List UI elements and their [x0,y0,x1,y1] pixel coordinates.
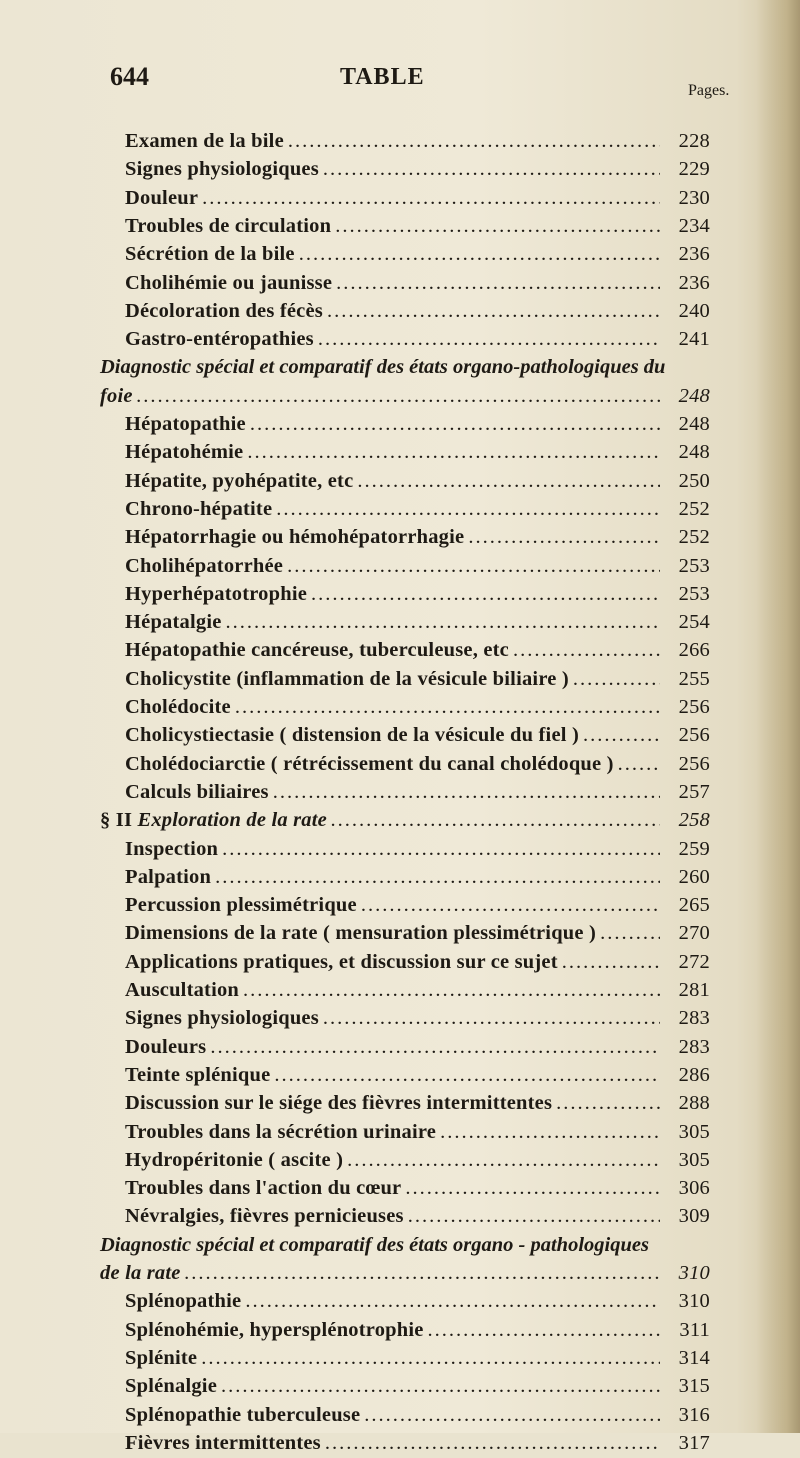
dot-leader [215,866,660,889]
toc-entry-page: 266 [678,639,710,662]
toc-entry [125,130,710,156]
toc-entry [125,413,710,439]
toc-entry-page: 317 [678,1431,710,1454]
toc-entry-title: Calculs biliaires [125,780,269,803]
section-heading: Diagnostic spécial et comparatif des états organo-pathologiques du [100,356,666,379]
toc-entry [125,243,710,269]
toc-entry [125,1432,710,1458]
toc-entry [125,668,710,694]
toc-entry-title: Examen de la bile [125,130,284,152]
dot-leader [361,894,660,917]
toc-entry-title: Teinte splénique [125,1063,271,1086]
toc-entry-page: 272 [678,950,710,973]
toc-entry-page: 315 [678,1375,710,1398]
toc-entry-page: 252 [678,497,710,520]
dot-leader [311,583,660,606]
dot-leader [468,526,660,549]
toc-entry [125,781,710,807]
dot-leader [440,1121,660,1144]
toc-entry [125,1290,710,1316]
toc-entry-title: Décoloration des fécès [125,299,323,322]
toc-entry-page: 305 [678,1120,710,1143]
dot-leader [562,951,660,974]
toc-entry-title: Cholédocite [125,696,231,718]
toc-entry-title: Signes physiologiques [125,158,319,181]
dot-leader [428,1319,660,1342]
toc-entry-page: 265 [678,894,710,917]
toc-entry-title: Troubles dans la sécrétion urinaire [125,1120,437,1143]
toc-entry [125,158,710,184]
toc-entry [125,498,710,524]
toc-entry-page: 283 [678,1035,710,1058]
toc-entry [125,187,710,213]
toc-entry [125,1177,710,1203]
toc-entry [125,1205,710,1231]
toc-entry-page: 228 [678,130,710,152]
toc-entry-title: Inspection [125,837,219,860]
toc-entry-title: Chrono-hépatite [125,497,273,520]
pages-column-label: Pages. [688,82,730,99]
toc-entry-page: 281 [678,979,710,1001]
toc-entry [125,838,710,864]
toc-entry-title: Cholicystite (inflammation de la vésicule biliaire ) [125,667,569,690]
toc-entry-title: Discussion sur le siége des fièvres intermittentes [125,1092,553,1115]
toc-entry-page: 254 [678,611,710,634]
running-title: TABLE [340,64,425,90]
dot-leader [137,385,660,408]
dot-leader [323,158,660,181]
toc-entry-page: 234 [678,214,710,237]
toc-entry-title: Névralgies, fièvres pernicieuses [125,1205,404,1228]
dot-leader [245,1290,660,1313]
toc-entry-page: 260 [678,865,710,888]
dot-leader [221,1375,660,1398]
toc-entry-page: 309 [678,1205,710,1228]
dot-leader [250,413,660,436]
toc-entry [125,526,710,552]
page-edge-shadow [756,0,800,1433]
toc-entry [125,1036,710,1062]
toc-entry [125,979,710,1005]
dot-leader [618,753,660,776]
dot-leader [226,611,660,634]
toc-entry-title: Troubles dans l'action du cœur [125,1177,402,1200]
dot-leader [276,498,660,521]
toc-entry [125,696,710,722]
toc-entry-page: 310 [678,1262,710,1284]
dot-leader [247,441,660,464]
toc-entry [125,470,710,496]
dot-leader [318,328,660,351]
toc-entry [125,1347,710,1373]
dot-leader [222,838,660,861]
toc-entry [125,1149,710,1175]
page-number: 644 [110,62,149,91]
toc-entry-page: 259 [678,837,710,860]
dot-leader [288,130,660,153]
toc-entry-page: 236 [678,243,710,266]
toc-entry-title: Hépatite, pyohépatite, etc [125,469,354,492]
dot-leader [556,1092,660,1115]
toc-entry-title: Applications pratiques, et discussion sur ce sujet [125,950,558,973]
dot-leader [287,555,660,578]
toc-entry-title: Troubles de circulation [125,214,332,237]
dot-leader [583,724,660,747]
toc-entry-page: 236 [678,271,710,294]
toc-entry-title: Cholihémie ou jaunisse [125,271,333,294]
toc-entry-title: Signes physiologiques [125,1007,319,1030]
toc-entry-page: 305 [678,1148,710,1171]
toc-entry-page: 306 [678,1177,710,1200]
toc-entry [125,1319,710,1345]
toc-entry [125,441,710,467]
toc-entry [125,272,710,298]
toc-entry-title: Cholédociarctie ( rétrécissement du canal cholédoque ) [125,752,614,775]
toc-entry-page: 316 [678,1403,710,1426]
toc-entry-page: 288 [678,1092,710,1115]
toc-entry-page: 283 [678,1007,710,1030]
dot-leader [573,668,660,691]
toc-entry-page: 311 [679,1318,710,1341]
toc-entry [100,1262,710,1288]
toc-entry-title: Hépatalgie [125,611,222,634]
dot-leader [331,809,660,832]
toc-entry [125,1375,710,1401]
toc-entry-title: foie [100,384,133,407]
toc-entry-page: 248 [678,441,710,464]
dot-leader [408,1205,660,1228]
toc-entry-title: Splénopathie tuberculeuse [125,1403,361,1426]
toc-entry [125,894,710,920]
toc-entry-title-text: Exploration de la rate [137,809,327,832]
toc-entry-title: Sécrétion de la bile [125,243,295,266]
toc-entry-page: 230 [678,186,710,209]
dot-leader [273,781,660,804]
toc-entry [125,583,710,609]
toc-entry-title: Cholihépatorrhée [125,554,284,577]
toc-entry [125,300,710,326]
toc-entry [125,1092,710,1118]
toc-entry-page: 286 [678,1063,710,1086]
toc-entry-title: Hépatopathie cancéreuse, tuberculeuse, etc [125,639,509,662]
toc-entry-page: 314 [678,1346,710,1369]
toc-entry-title: Fièvres intermittentes [125,1431,321,1454]
toc-entry-page: 241 [678,328,710,351]
toc-entry-title: Palpation [125,865,212,888]
toc-entry-title: Splénite [125,1346,198,1369]
dot-leader [202,187,660,210]
toc-entry [125,1121,710,1147]
dot-leader [274,1064,660,1087]
dot-leader [364,1404,660,1427]
dot-leader [210,1036,660,1059]
toc-entry-page: 255 [678,667,710,690]
dot-leader [347,1149,660,1172]
toc-entry-page: 253 [678,582,710,605]
toc-entry-page: 240 [678,299,710,322]
toc-entry [125,922,710,948]
toc-entry-title: Hépatohémie [125,441,244,464]
toc-entry [125,215,710,241]
toc-entry [125,555,710,581]
dot-leader [325,1432,660,1455]
dot-leader [336,272,660,295]
dot-leader [235,696,660,719]
toc-entry-page: 270 [678,922,710,945]
toc-entry-page: 256 [678,752,710,775]
dot-leader [513,639,660,662]
toc-entry [125,639,710,665]
toc-entry [100,385,710,411]
toc-entry-title: Hépatorrhagie ou hémohépatorrhagie [125,526,465,549]
toc-entry [125,1404,710,1430]
dot-leader [185,1262,660,1285]
toc-entry-title: Splénopathie [125,1290,242,1313]
toc-entry-title: Splénohémie, hypersplénotrophie [125,1318,424,1341]
dot-leader [600,922,660,945]
toc-entry-page: 253 [678,554,710,577]
dot-leader [327,300,660,323]
toc-entry [125,951,710,977]
toc-entry-page: 256 [678,724,710,747]
toc-entry-title: Hyperhépatotrophie [125,582,308,605]
toc-entry-page: 257 [678,780,710,803]
toc-entry-title: Auscultation [125,979,240,1001]
toc-entry-title [100,809,327,832]
toc-entry [125,866,710,892]
page-header [110,62,710,102]
toc-entry-page: 250 [678,469,710,492]
section-mark: § II [100,809,138,832]
dot-leader [405,1177,660,1200]
toc-entry-title: Hépatopathie [125,413,246,435]
dot-leader [335,215,660,238]
toc-entry-title: Dimensions de la rate ( mensuration plessimétrique ) [125,922,597,945]
toc-entry-title: Cholicystiectasie ( distension de la vésicule du fiel ) [125,724,580,747]
toc-entry-page: 256 [678,696,710,718]
toc-entry [125,1064,710,1090]
toc-entry-title: Splénalgie [125,1375,217,1398]
toc-entry [125,328,710,354]
toc-entry [125,724,710,750]
dot-leader [357,470,660,493]
toc-entry-title: Douleur [125,186,199,209]
toc-entry-page: 258 [678,809,710,832]
toc-entry-page: 248 [678,384,710,407]
dot-leader [323,1007,660,1030]
toc-entry [125,1007,710,1033]
dot-leader [299,243,660,266]
toc-entry-page: 310 [678,1290,710,1313]
toc-entry-page: 229 [678,158,710,181]
toc-entry-title: de la rate [100,1262,181,1284]
section-heading: Diagnostic spécial et comparatif des états organo - pathologiques [100,1233,649,1256]
dot-leader [201,1347,660,1370]
toc-entry [125,753,710,779]
toc-entry-page: 252 [678,526,710,549]
toc-entry-title: Hydropéritonie ( ascite ) [125,1148,344,1171]
toc-entry-title: Douleurs [125,1035,207,1058]
dot-leader [243,979,660,1002]
toc-entry [125,611,710,637]
toc-entry-title: Percussion plessimétrique [125,894,357,917]
toc-entry-page: 248 [678,413,710,435]
toc-entry-title: Gastro-entéropathies [125,328,314,351]
toc-entry [100,809,710,835]
